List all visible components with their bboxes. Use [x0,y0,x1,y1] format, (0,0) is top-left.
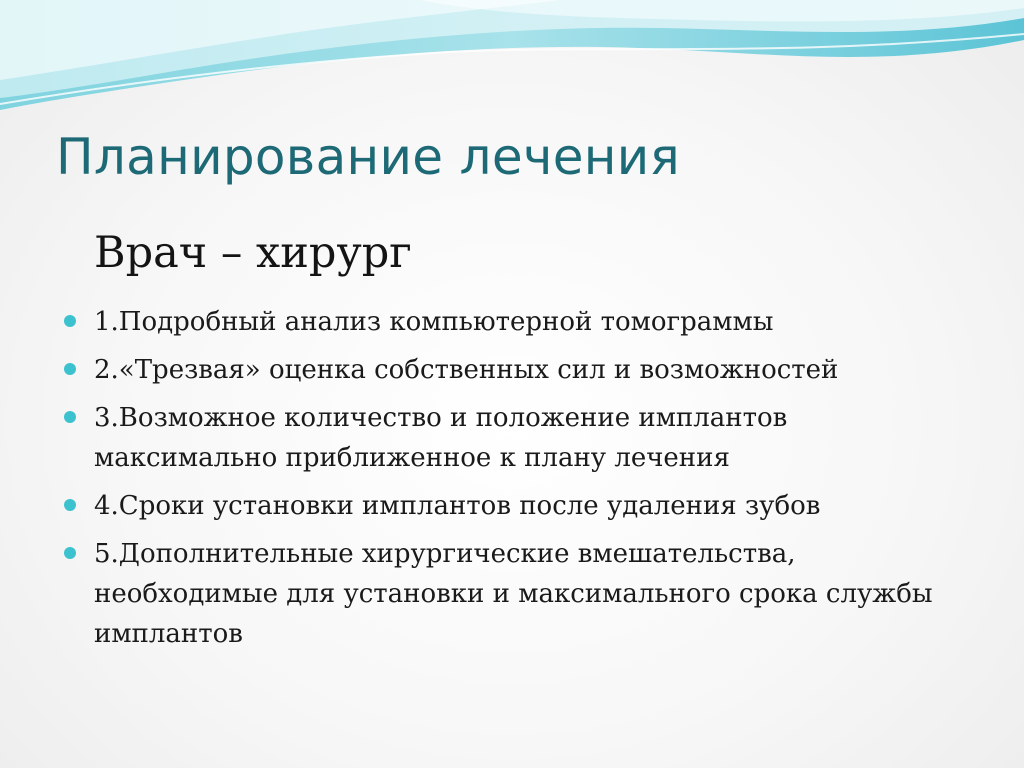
header-wave-decoration [0,0,1024,120]
bullet-text: 5.Дополнительные хирургические вмешательства, необходимые для установки и максимального срока службы имплантов [94,539,933,649]
bullet-text: 2.«Трезвая» оценка собственных сил и возможностей [94,355,839,385]
slide-subtitle: Врач – хирург [94,228,412,278]
bullet-dot-icon [64,499,76,511]
bullet-item [64,398,964,478]
bullet-dot-icon [64,363,76,375]
bullet-item [64,350,964,390]
bullet-dot-icon [64,411,76,423]
slide-title: Планирование лечения [56,128,680,186]
bullet-list [64,302,964,662]
bullet-item [64,534,964,654]
bullet-text: 4.Сроки установки имплантов после удаления зубов [94,491,821,521]
bullet-dot-icon [64,315,76,327]
bullet-item [64,486,964,526]
bullet-item [64,302,964,342]
bullet-dot-icon [64,547,76,559]
bullet-text: 3.Возможное количество и положение имплантов максимально приближенное к плану лечения [94,403,788,473]
bullet-text: 1.Подробный анализ компьютерной томограммы [94,307,774,337]
